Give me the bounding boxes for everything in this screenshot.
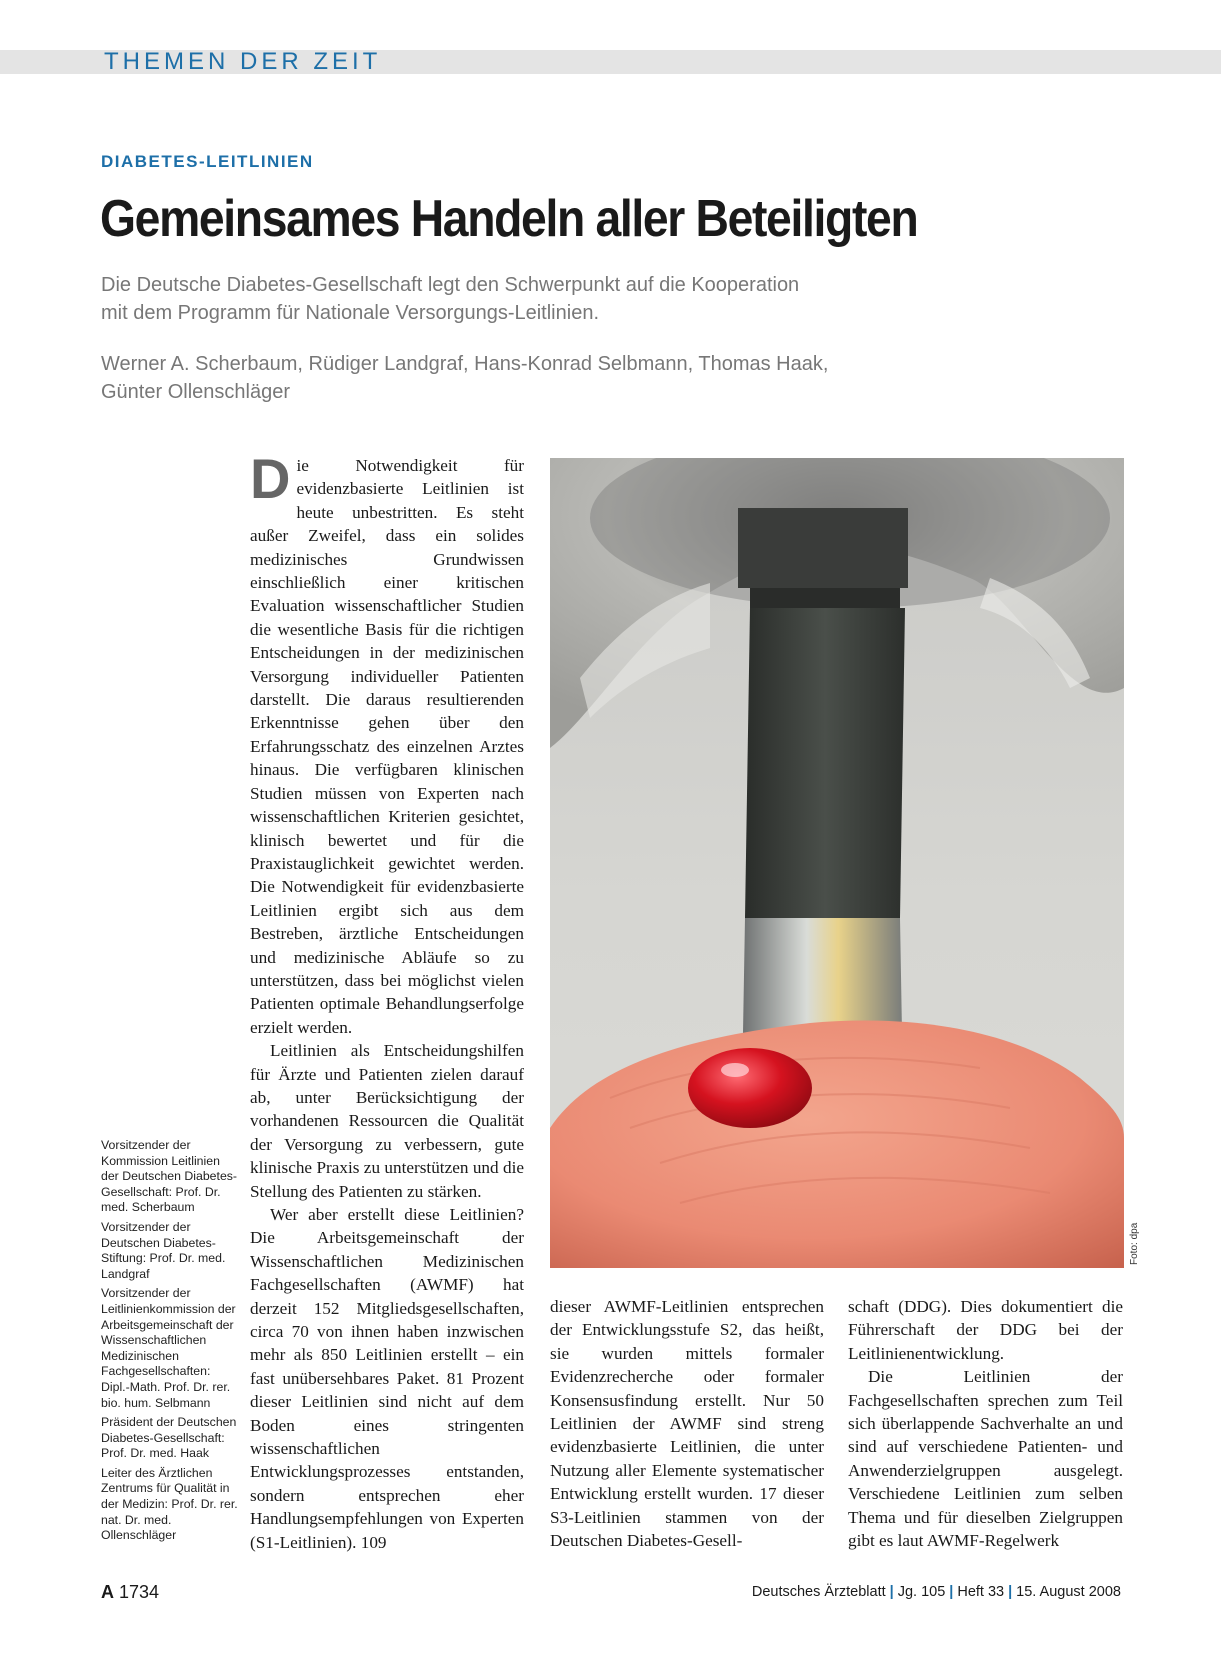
subtitle-line: mit dem Programm für Nationale Versorgungs-Leitlinien. <box>101 302 599 324</box>
journal-volume: Jg. 105 <box>897 1584 946 1600</box>
journal-issue: Heft 33 <box>957 1584 1005 1600</box>
paragraph: schaft (DDG). Dies dokumentiert die Führerschaft der DDG bei der Leitlinienentwicklung. <box>848 1297 1123 1363</box>
footer-separator: | <box>889 1584 894 1600</box>
article-photo <box>550 458 1124 1268</box>
subtitle-line: Die Deutsche Diabetes-Gesellschaft legt den Schwerpunkt auf die Kooperation <box>101 274 800 296</box>
section-label: THEMEN DER ZEIT <box>104 48 382 75</box>
page-prefix: A <box>101 1582 114 1602</box>
affiliation-item: Präsident der Deutschen Diabetes-Gesellschaft: Prof. Dr. med. Haak <box>101 1415 237 1461</box>
author-affiliations <box>101 1138 241 1548</box>
article-kicker: DIABETES-LEITLINIEN <box>101 152 314 171</box>
affiliation-item: Leiter des Ärztlichen Zentrums für Qualität in der Medizin: Prof. Dr. rer. nat. Dr. med. Ollenschläger <box>101 1465 238 1543</box>
paragraph: dieser AWMF-Leitlinien entsprechen der Entwicklungsstufe S2, das heißt, sie wurden mittels formaler Evidenzrecherche oder formaler Konsensusfindung erstellt. Nur 50 Leitlinien der AWMF sind streng evidenzbasierte Leitlinien, die unter Nutzung aller Elemente systematischer Entwicklung erstellt wurden. 17 dieser S3-Leitlinien stammen von der Deutschen Diabetes-Gesell- <box>550 1297 824 1551</box>
affiliation-item: Vorsitzender der Deutschen Diabetes-Stiftung: Prof. Dr. med. Landgraf <box>101 1219 226 1281</box>
page-number <box>101 1582 159 1603</box>
article-headline: Gemeinsames Handeln aller Beteiligten <box>100 190 918 248</box>
journal-name: Deutsches Ärzteblatt <box>751 1584 886 1600</box>
paragraph: Die Leitlinien der Fachgesellschaften sprechen zum Teil sich überlappende Sachverhalte an und sind auf verschiedene Patienten- und Anwenderzielgruppen ausgelegt. Verschiedene Leitlinien zum selben Thema und für dieselben Zielgruppen gibt es laut AWMF-Regelwerk <box>848 1367 1123 1551</box>
body-column-3 <box>848 1295 1123 1552</box>
paragraph <box>250 447 524 1039</box>
article-subtitle <box>101 271 1001 327</box>
footer-separator: | <box>1008 1584 1013 1600</box>
paragraph: Leitlinien als Entscheidungshilfen für Ärzte und Patienten zielen darauf ab, unter Berücksichtigung der vorhandenen Ressourcen die Qualität der Versorgung zu verbessern, gute klinische Praxis zu unterstützen und die Stellung des Patienten zu stärken. <box>250 1041 524 1201</box>
body-column-2 <box>550 1295 824 1552</box>
paragraph-text: ie Notwendigkeit für evidenzbasierte Leitlinien ist heute unbestritten. Es steht außer Zweifel, dass ein solides medizinisches Grundwissen einschließlich einer kritischen Evaluation wissenschaftlicher Studien die wesentliche Basis für die richtigen Entscheidungen in der medizinischen Versorgung individueller Patienten darstellt. Die daraus resultierenden Erkenntnisse gehen über den Erfahrungsschatz des einzelnen Arztes hinaus. Die verfügbaren klinischen Studien müssen von Experten nach wissenschaftlichen Kriterien gesichtet, klinisch bewertet und für die Praxistauglichkeit gewichtet werden. Die Notwendigkeit für evidenzbasierte Leitlinien ergibt sich aus dem Bestreben, ärztliche Entscheidungen und medizinische Abläufe so zu unterstützen, dass bei möglichst vielen Patienten optimale Behandlungserfolge erzielt werden. <box>250 456 524 1037</box>
body-column-1 <box>250 447 524 1554</box>
affiliation-item: Vorsitzender der Kommission Leitlinien der Deutschen Diabetes-Gesellschaft: Prof. Dr. med. Scherbaum <box>101 1138 238 1215</box>
drop-cap: D <box>250 447 291 510</box>
page-number-value: 1734 <box>119 1582 160 1602</box>
paragraph: Wer aber erstellt diese Leitlinien? Die Arbeitsgemeinschaft der Wissenschaftlichen Medizinischen Fachgesellschaften (AWMF) hat derzeit 152 Mitgliedsgesellschaften, circa 70 von ihnen haben inzwischen mehr als 850 Leitlinien erstellt – ein fast unübersehbares Paket. 81 Prozent dieser Leitlinien sind nicht auf dem Boden eines stringenten wissenschaftlichen Entwicklungsprozesses entstanden, sondern entsprechen eher Handlungsempfehlungen von Experten (S1-Leitlinien). 109 <box>250 1205 524 1552</box>
journal-date: 15. August 2008 <box>1016 1584 1121 1600</box>
authors-line: Günter Ollenschläger <box>101 381 290 403</box>
authors-line: Werner A. Scherbaum, Rüdiger Landgraf, Hans-Konrad Selbmann, Thomas Haak, <box>101 353 829 375</box>
affiliation-item: Vorsitzender der Leitlinienkommission der Arbeitsgemeinschaft der Wissenschaftlichen Medizinischen Fachgesellschaften: Dipl.-Math. Prof. Dr. rer. bio. hum. Selbmann <box>101 1286 236 1410</box>
journal-footer <box>752 1584 1121 1600</box>
photo-credit: Foto: dpa <box>1129 1222 1140 1265</box>
article-authors <box>101 350 1001 406</box>
blood-test-strip-illustration <box>550 458 1124 1268</box>
footer-separator: | <box>949 1584 954 1600</box>
